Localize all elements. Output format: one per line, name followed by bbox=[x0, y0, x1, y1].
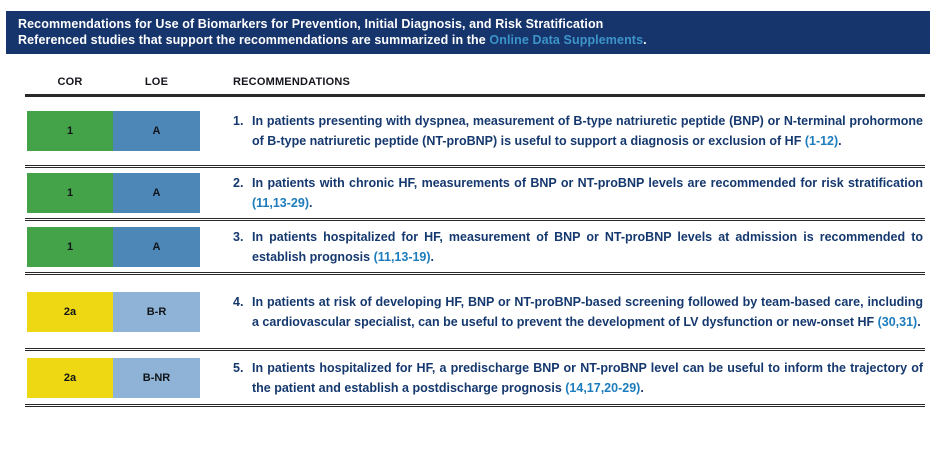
cor-badge: 1 bbox=[27, 111, 113, 151]
recommendation-body-text: In patients hospitalized for HF, measurement of BNP or NT-proBNP levels at admission is recommended to establish prognosis bbox=[252, 229, 923, 264]
banner-title-line2 bbox=[18, 32, 918, 48]
banner-line2-text: Referenced studies that support the recommendations are summarized in the bbox=[18, 33, 490, 47]
sentence-period: . bbox=[838, 134, 842, 148]
loe-badge: A bbox=[113, 173, 200, 213]
online-data-supplements-link[interactable]: Online Data Supplements bbox=[489, 33, 644, 47]
recommendation-number: 1. bbox=[233, 114, 244, 128]
recommendation-text bbox=[252, 227, 925, 267]
loe-badge: A bbox=[113, 111, 200, 151]
sentence-period: . bbox=[430, 249, 435, 264]
recommendation-text bbox=[252, 292, 925, 332]
loe-badge: B-NR bbox=[113, 358, 200, 398]
table-title-banner bbox=[6, 11, 930, 54]
sentence-period: . bbox=[308, 196, 313, 210]
recommendation-text bbox=[252, 173, 925, 213]
cor-loe-badge-group bbox=[27, 227, 200, 267]
recommendation-number: 4. bbox=[233, 294, 244, 309]
recommendation-item bbox=[233, 354, 925, 402]
recommendation-body-text: In patients at risk of developing HF, BNP or NT-proBNP-based screening followed by team-based care, including a cardiovascular specialist, can be useful to prevent the development of LV dysfunction or new-onset HF bbox=[252, 294, 923, 329]
recommendation-number: 3. bbox=[233, 229, 244, 244]
recommendations-table bbox=[25, 68, 925, 407]
table-row bbox=[25, 168, 925, 221]
table-row bbox=[25, 351, 925, 407]
cor-loe-badge-group bbox=[27, 111, 200, 151]
recommendation-body-text: In patients with chronic HF, measurements of BNP or NT-proBNP levels are recommended for risk stratification bbox=[252, 176, 923, 190]
banner-line2-period: . bbox=[643, 33, 647, 47]
loe-badge: A bbox=[113, 227, 200, 267]
table-row bbox=[25, 221, 925, 275]
recommendation-item bbox=[233, 107, 925, 155]
loe-badge: B-R bbox=[113, 292, 200, 332]
cor-badge: 2a bbox=[27, 358, 113, 398]
recommendation-item bbox=[233, 169, 925, 217]
sentence-period: . bbox=[917, 314, 921, 329]
sentence-period: . bbox=[640, 380, 644, 395]
column-header-loe: LOE bbox=[144, 76, 169, 88]
reference-citation-link[interactable]: (11,13-29) bbox=[252, 196, 309, 210]
reference-citation-link[interactable]: (14,17,20-29) bbox=[565, 380, 641, 395]
cor-loe-badge-group bbox=[27, 292, 200, 332]
recommendation-body-text: In patients hospitalized for HF, a predischarge BNP or NT-proBNP level can be useful to inform the trajectory of the patient and establish a postdischarge prognosis bbox=[252, 360, 923, 395]
table-header-row bbox=[25, 68, 925, 97]
column-header-recommendations: RECOMMENDATIONS bbox=[233, 76, 351, 88]
cor-loe-badge-group bbox=[27, 173, 200, 213]
recommendation-number: 5. bbox=[233, 360, 244, 375]
banner-title-line1: Recommendations for Use of Biomarkers for Prevention, Initial Diagnosis, and Risk Stratification bbox=[18, 17, 604, 31]
recommendation-item bbox=[233, 223, 925, 271]
reference-citation-link[interactable]: (1-12) bbox=[804, 134, 839, 148]
recommendation-text bbox=[252, 111, 925, 151]
recommendation-text bbox=[252, 358, 925, 398]
reference-citation-link[interactable]: (11,13-19) bbox=[373, 249, 431, 264]
column-header-cor: COR bbox=[57, 76, 83, 88]
cor-badge: 2a bbox=[27, 292, 113, 332]
recommendation-number: 2. bbox=[233, 176, 244, 190]
recommendation-body-text: In patients presenting with dyspnea, measurement of B-type natriuretic peptide (BNP) or N-terminal prohormone of B-type natriuretic peptide (NT-proBNP) is useful to support a diagnosis or exclusion of HF bbox=[252, 114, 923, 148]
cor-badge: 1 bbox=[27, 227, 113, 267]
table-row bbox=[25, 275, 925, 351]
table-row bbox=[25, 97, 925, 168]
recommendation-item bbox=[233, 288, 925, 336]
cor-badge: 1 bbox=[27, 173, 113, 213]
reference-citation-link[interactable]: (30,31) bbox=[877, 314, 918, 329]
cor-loe-badge-group bbox=[27, 358, 200, 398]
